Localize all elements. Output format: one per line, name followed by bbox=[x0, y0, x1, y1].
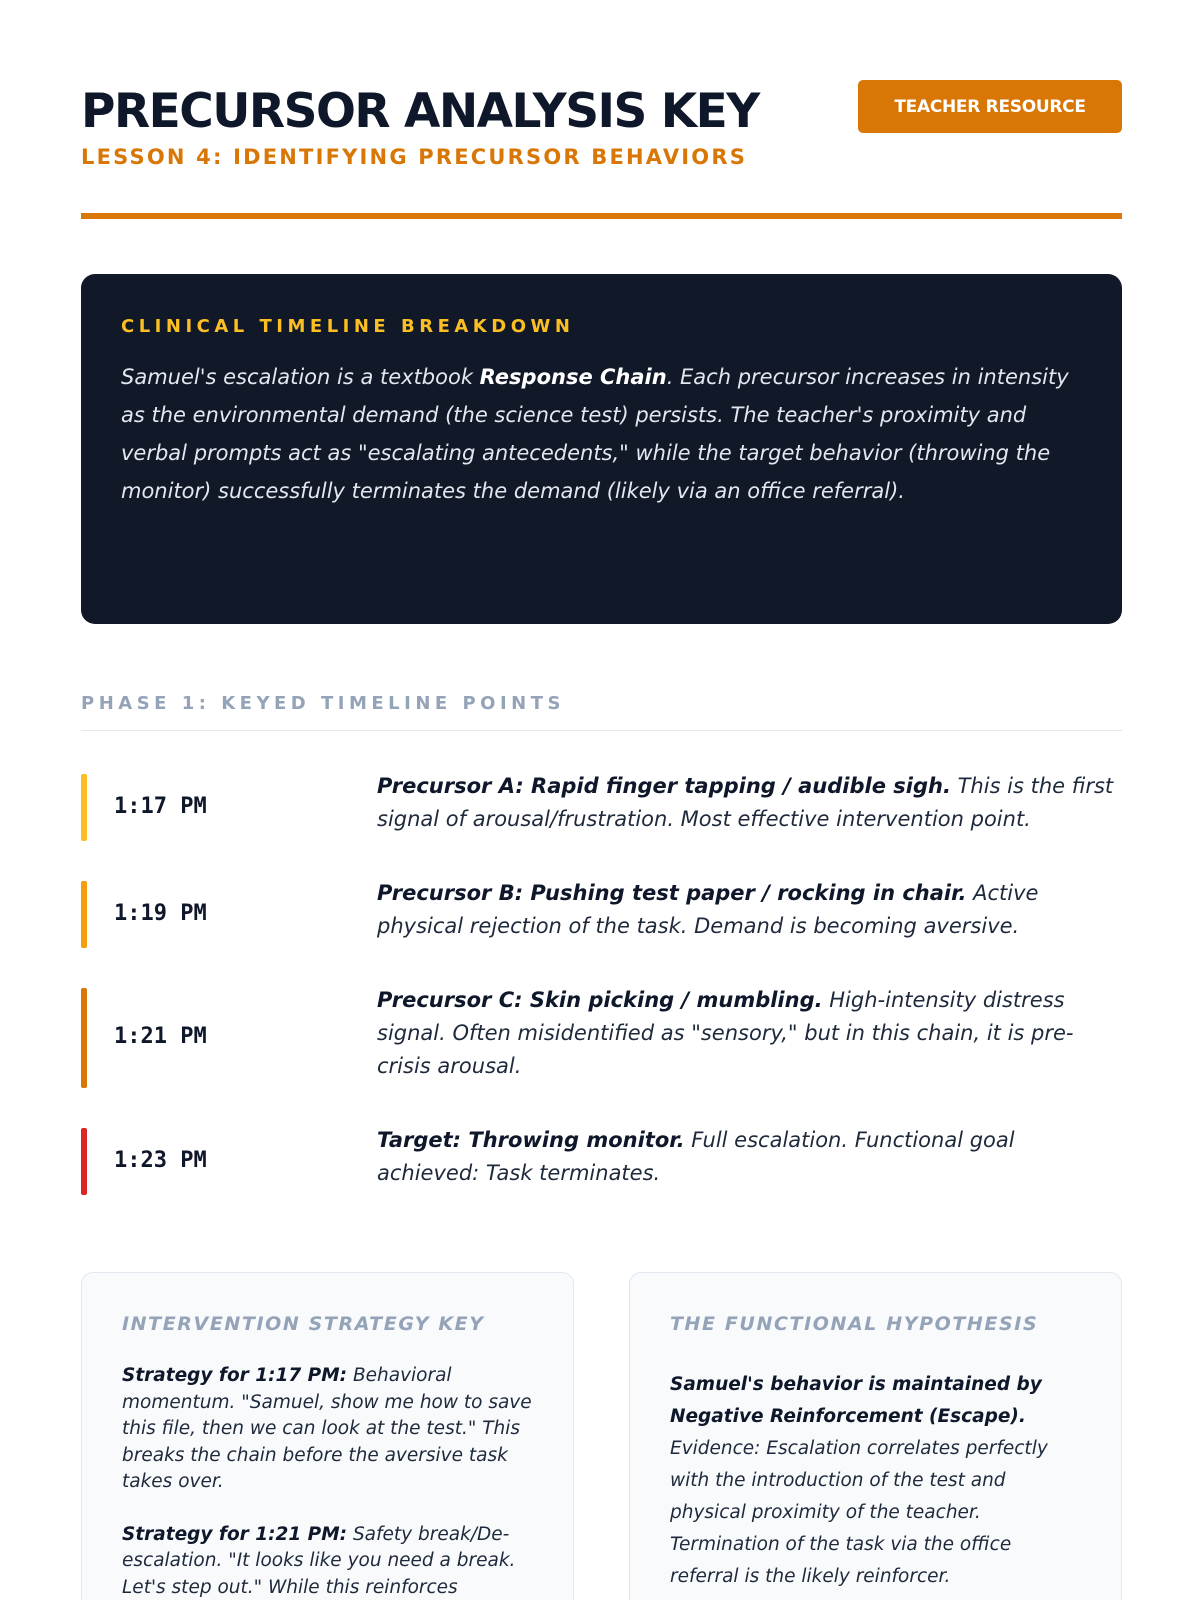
precursor-a-marker bbox=[81, 774, 87, 841]
functional-hypothesis-title: THE FUNCTIONAL HYPOTHESIS bbox=[670, 1313, 1039, 1335]
timeline-time: 1:17 PM bbox=[114, 794, 207, 819]
strategy-item: Strategy for 1:17 PM: Behavioral momentum. "Samuel, show me how to save this file, then we can look at the test." This breaks the chain before the aversive task takes over. bbox=[122, 1365, 532, 1492]
precursor-b-marker bbox=[81, 881, 87, 948]
target-behavior-marker bbox=[81, 1128, 87, 1195]
precursor-c-marker bbox=[81, 988, 87, 1088]
phase-1-heading: PHASE 1: KEYED TIMELINE POINTS bbox=[81, 693, 565, 714]
page-subtitle: LESSON 4: IDENTIFYING PRECURSOR BEHAVIORS bbox=[81, 145, 748, 169]
clinical-timeline-label: CLINICAL TIMELINE BREAKDOWN bbox=[121, 316, 575, 337]
clinical-timeline-card bbox=[81, 274, 1122, 624]
functional-hypothesis-body: Samuel's behavior is maintained by Negative Reinforcement (Escape). Evidence: Escalation correlates perfectly with the introduction of the test and physical proximity of the teacher. Termination of the task via the office referral is the likely reinforcer. bbox=[670, 1374, 1048, 1587]
intervention-strategy-panel bbox=[81, 1272, 574, 1600]
timeline-time: 1:21 PM bbox=[114, 1024, 207, 1049]
page-header bbox=[81, 80, 1122, 220]
functional-hypothesis-panel bbox=[629, 1272, 1122, 1600]
page-title: PRECURSOR ANALYSIS KEY bbox=[81, 84, 759, 139]
timeline-description: Precursor B: Pushing test paper / rocking in chair. Active physical rejection of the task. Demand is becoming aversive. bbox=[377, 881, 1039, 938]
phase-1-divider bbox=[81, 730, 1122, 731]
teacher-resource-badge: TEACHER RESOURCE bbox=[858, 80, 1122, 133]
resource-page bbox=[81, 0, 1122, 1600]
timeline-description: Target: Throwing monitor. Full escalation. Functional goal achieved: Task terminates. bbox=[377, 1128, 1015, 1185]
timeline-time: 1:19 PM bbox=[114, 901, 207, 926]
strategy-item: Strategy for 1:21 PM: Safety break/De-escalation. "It looks like you need a break. Let's step out." While this reinforces bbox=[122, 1523, 516, 1598]
intervention-strategy-body bbox=[122, 1363, 533, 1600]
timeline-description: Precursor C: Skin picking / mumbling. High-intensity distress signal. Often misidentified as "sensory," but in this chain, it is pre-crisis arousal. bbox=[377, 988, 1074, 1078]
header-divider bbox=[81, 213, 1122, 219]
timeline-time: 1:23 PM bbox=[114, 1148, 207, 1173]
timeline-description: Precursor A: Rapid finger tapping / audible sigh. This is the first signal of arousal/frustration. Most effective intervention point. bbox=[377, 774, 1114, 831]
intervention-strategy-title: INTERVENTION STRATEGY KEY bbox=[122, 1313, 485, 1335]
clinical-timeline-text: Samuel's escalation is a textbook Response Chain. Each precursor increases in intensity as the environmental demand (the science test) persists. The teacher's proximity and verbal prompts act as "escalating antecedents," while the target behavior (throwing the monitor) successfully terminates the demand (likely via an office referral). bbox=[121, 365, 1069, 503]
